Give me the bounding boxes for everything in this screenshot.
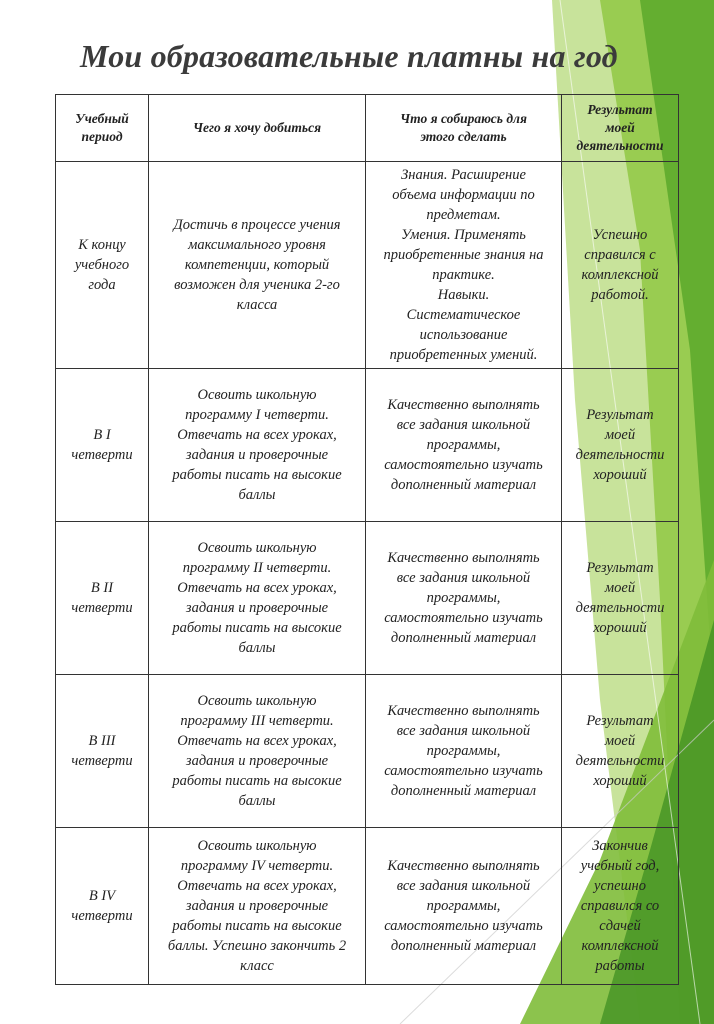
- result-cell: Результат моей деятельности хороший: [562, 369, 679, 522]
- plan-cell: Качественно выполнять все задания школьной программы, самостоятельно изучать дополненный материал: [366, 675, 562, 828]
- period-cell: В III четверти: [56, 675, 149, 828]
- plan-table: [55, 94, 679, 985]
- goal-cell: Достичь в процессе учения максимального уровня компетенции, который возможен для ученика 2-го класса: [149, 162, 366, 369]
- result-cell: Успешно справился с комплексной работой.: [562, 162, 679, 369]
- result-cell: Закончив учебный год, успешно справился со сдачей комплексной работы: [562, 828, 679, 985]
- goal-cell: Освоить школьную программу IV четверти. Отвечать на всех уроках, задания и проверочные работы писать на высокие баллы. Успешно закончить 2 класс: [149, 828, 366, 985]
- table-row: [56, 522, 679, 675]
- goal-cell: Освоить школьную программу II четверти. Отвечать на всех уроках, задания и проверочные работы писать на высокие баллы: [149, 522, 366, 675]
- header-plan: Что я собираюсь для этого сделать: [366, 95, 562, 162]
- period-cell: В II четверти: [56, 522, 149, 675]
- plan-cell: Качественно выполнять все задания школьной программы, самостоятельно изучать дополненный материал: [366, 522, 562, 675]
- table-row: [56, 828, 679, 985]
- goal-cell: Освоить школьную программу I четверти. Отвечать на всех уроках, задания и проверочные работы писать на высокие баллы: [149, 369, 366, 522]
- page-title: Мои образовательные платны на год: [80, 38, 618, 74]
- header-goal: Чего я хочу добиться: [149, 95, 366, 162]
- period-cell: В I четверти: [56, 369, 149, 522]
- period-cell: К концу учебного года: [56, 162, 149, 369]
- goal-cell: Освоить школьную программу III четверти. Отвечать на всех уроках, задания и проверочные работы писать на высокие баллы: [149, 675, 366, 828]
- table-row: [56, 162, 679, 369]
- plan-cell: Качественно выполнять все задания школьной программы, самостоятельно изучать дополненный материал: [366, 369, 562, 522]
- table-row: [56, 675, 679, 828]
- header-row: [56, 95, 679, 162]
- result-cell: Результат моей деятельности хороший: [562, 675, 679, 828]
- header-period: Учебный период: [56, 95, 149, 162]
- period-cell: В IV четверти: [56, 828, 149, 985]
- header-result: Результат моей деятельности: [562, 95, 679, 162]
- result-cell: Результат моей деятельности хороший: [562, 522, 679, 675]
- plan-cell: Качественно выполнять все задания школьной программы, самостоятельно изучать дополненный материал: [366, 828, 562, 985]
- plan-cell: Знания. Расширение объема информации по предметам. Умения. Применять приобретенные знания на практике. Навыки. Систематическое использование приобретенных умений.: [366, 162, 562, 369]
- table-row: [56, 369, 679, 522]
